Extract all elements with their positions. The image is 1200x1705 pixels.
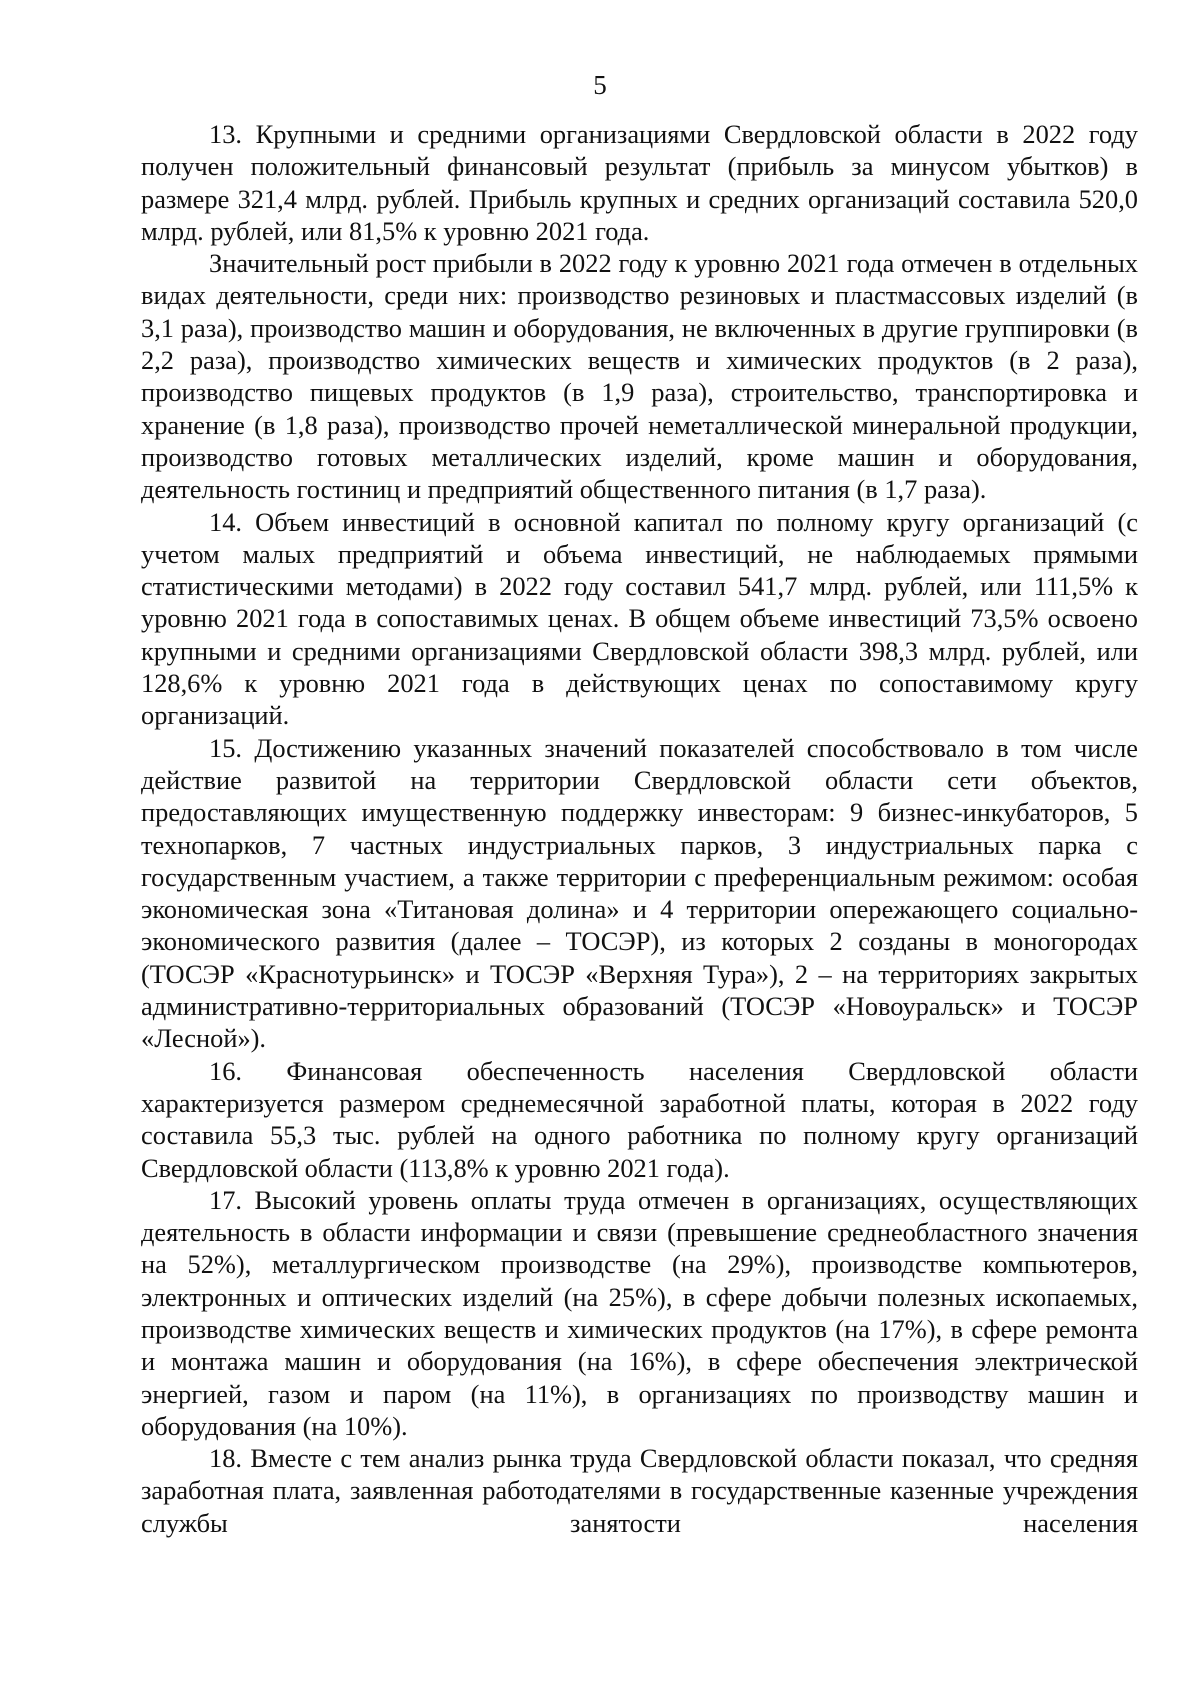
paragraph-18: 18. Вместе с тем анализ рынка труда Свердловской области показал, что средняя заработная плата, заявленная работодателями в государственные казенные учреждения службы занятости населения [141,1443,1138,1538]
paragraph-13: 13. Крупными и средними организациями Свердловской области в 2022 году получен положительный финансовый результат (прибыль за минусом убытков) в размере 321,4 млрд. рублей. Прибыль крупных и средних организаций составила 520,0 млрд. рублей, или 81,5% к уровню 2021 года. [141,119,1138,246]
document-body [141,118,1138,1539]
paragraph-13-continued: Значительный рост прибыли в 2022 году к уровню 2021 года отмечен в отдельных видах деятельности, среди них: производство резиновых и пластмассовых изделий (в 3,1 раза), производство машин и оборудования, не включенных в другие группировки (в 2,2 раза), производство химических веществ и химических продуктов (в 2 раза), производство пищевых продуктов (в 1,9 раза), строительство, транспортировка и хранение (в 1,8 раза), производство прочей неметаллической минеральной продукции, производство готовых металлических изделий, кроме машин и оборудования, деятельность гостиниц и предприятий общественного питания (в 1,7 раза). [141,248,1138,505]
paragraph-17: 17. Высокий уровень оплаты труда отмечен в организациях, осуществляющих деятельность в области информации и связи (превышение среднеобластного значения на 52%), металлургическом производстве (на 29%), производстве компьютеров, электронных и оптических изделий (на 25%), в сфере добычи полезных ископаемых, производстве химических веществ и химических продуктов (на 17%), в сфере ремонта и монтажа машин и оборудования (на 16%), в сфере обеспечения электрической энергией, газом и паром (на 11%), в организациях по производству машин и оборудования (на 10%). [141,1184,1138,1441]
paragraph-16: 16. Финансовая обеспеченность населения Свердловской области характеризуется размером среднемесячной заработной платы, которая в 2022 году составила 55,3 тыс. рублей на одного работника по полному кругу организаций Свердловской области (113,8% к уровню 2021 года). [141,1055,1138,1183]
page-number: 5 [593,70,607,100]
paragraph-14: 14. Объем инвестиций в основной капитал по полному кругу организаций (с учетом малых предприятий и объема инвестиций, не наблюдаемых прямыми статистическими методами) в 2022 году составил 541,7 млрд. рублей, или 111,5% к уровню 2021 года в сопоставимых ценах. В общем объеме инвестиций 73,5% освоено крупными и средними организациями Свердловской области 398,3 млрд. рублей, или 128,6% к уровню 2021 года в действующих ценах по сопоставимому кругу организаций. [141,506,1138,731]
paragraph-15: 15. Достижению указанных значений показателей способствовало в том числе действие развитой на территории Свердловской области сети объектов, предоставляющих имущественную поддержку инвесторам: 9 бизнес-инкубаторов, 5 технопарков, 7 частных индустриальных парков, 3 индустриальных парка с государственным участием, а также территории с преференциальным режимом: особая экономическая зона «Титановая долина» и 4 территории опережающего социально-экономического развития (далее – ТОСЭР), из которых 2 созданы в моногородах (ТОСЭР «Краснотурьинск» и ТОСЭР «Верхняя Тура»), 2 – на территориях закрытых административно-территориальных образований (ТОСЭР «Новоуральск» и ТОСЭР «Лесной»). [141,732,1138,1054]
